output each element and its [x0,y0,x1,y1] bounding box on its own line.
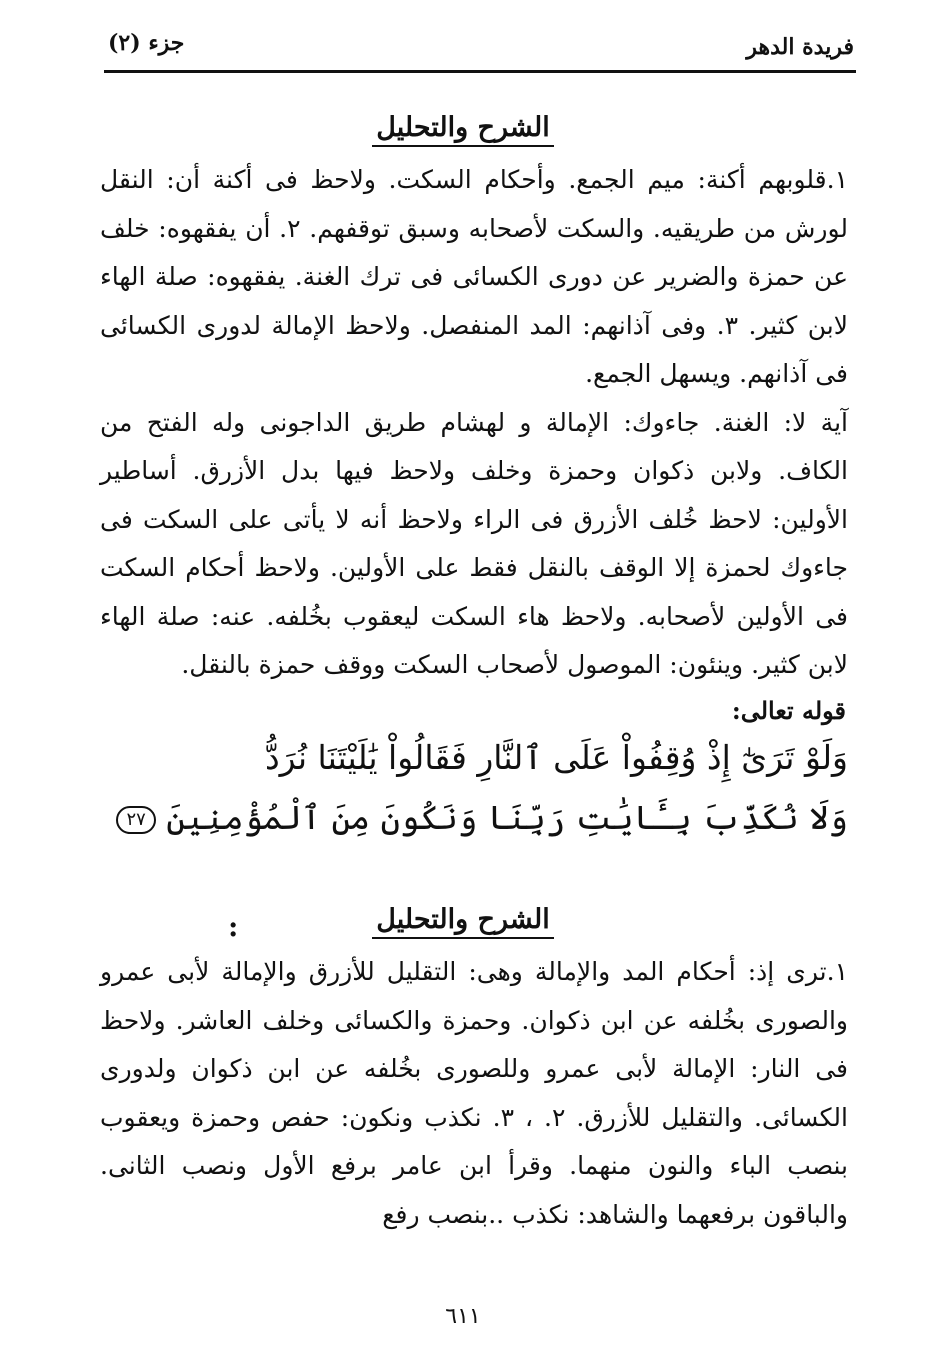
part-number: جزء (٢) [108,30,185,56]
section-2-body [100,948,848,1239]
page-number: ٦١١ [445,1304,481,1329]
ayah-number-badge: ٢٧ [116,806,155,834]
section-heading-1-text: الشرح والتحليل [372,112,553,147]
verse-label: قوله تعالى: [731,696,846,725]
section-heading-2-text: الشرح والتحليل [372,904,553,939]
paragraph-1: ١.قلوبهم أكنة: ميم الجمع. وأحكام السكت. ولاحظ فى أكنة أن: النقل لورش من طريقيه. والسكت لأصحابه وسبق توقفهم. ٢. أن يفقهوه: خلف عن حمزة والضرير عن دورى الكسائى فى ترك الغنة. يفقهوه: صلة الهاء لابن كثير. ٣. وفى آذانهم: المد المنفصل. ولاحظ الإمالة لدورى الكسائى فى آذانهم. ويسهل الجمع. [100,165,849,388]
paragraph-2: آية لا: الغنة. جاءوك: الإمالة و لهشام طريق الداجونى وله الفتح من الكاف. ولابن ذكوان وحمزة وخلف ولاحظ فيها بدل الأزرق. أساطير الأولين: لاحظ خُلف الأزرق فى الراء ولاحظ أنه لا يأتى على السكت فى جاءوك لحمزة إلا الوقف بالنقل فقط على الأولين. ولاحظ أحكام السكت فى الأولين لأصحابه. ولاحظ هاء السكت ليعقوب بخُلفه. عنه: صلة الهاء لابن كثير. وينئون: الموصول لأصحاب السكت ووقف حمزة بالنقل. [100,407,848,679]
quran-verse [96,728,848,848]
section-heading-2 [0,904,926,935]
section-1-body [100,156,848,690]
verse-line-2-text: وَلَا نُكَذِّبَ بِـَٔايَٰتِ رَبِّنَا وَنَكُونَ مِنَ ٱلْمُؤْمِنِينَ [166,798,848,837]
paragraph-3: ١.ترى إذ: أحكام المد والإمالة وهى: التقليل للأزرق والإمالة لأبى عمرو والصورى بخُلفه عن ابن ذكوان. وحمزة والكسائى وخلف العاشر. ولاحظ فى النار: الإمالة لأبى عمرو وللصورى بخُلفه عن ابن ذكوان ولدورى الكسائى. والتقليل للأزرق. ٢. ، ٣. نكذب ونكون: حفص وحمزة ويعقوب بنصب الباء والنون منهما. وقرأ ابن عامر برفع الأول ونصب الثانى. والباقون برفعهما والشاهد: نكذب ..بنصب رفع [100,957,848,1229]
verse-line-2 [96,788,848,848]
section-heading-1 [0,112,926,143]
colon-mark: : [228,910,239,943]
book-title: فريدة الدهر [746,34,854,60]
running-header [104,26,856,73]
verse-line-1: وَلَوْ تَرَىٰٓ إِذْ وُقِفُواْ عَلَى ٱلنَّارِ فَقَالُواْ يَٰلَيْتَنَا نُرَدُّ [264,738,848,777]
